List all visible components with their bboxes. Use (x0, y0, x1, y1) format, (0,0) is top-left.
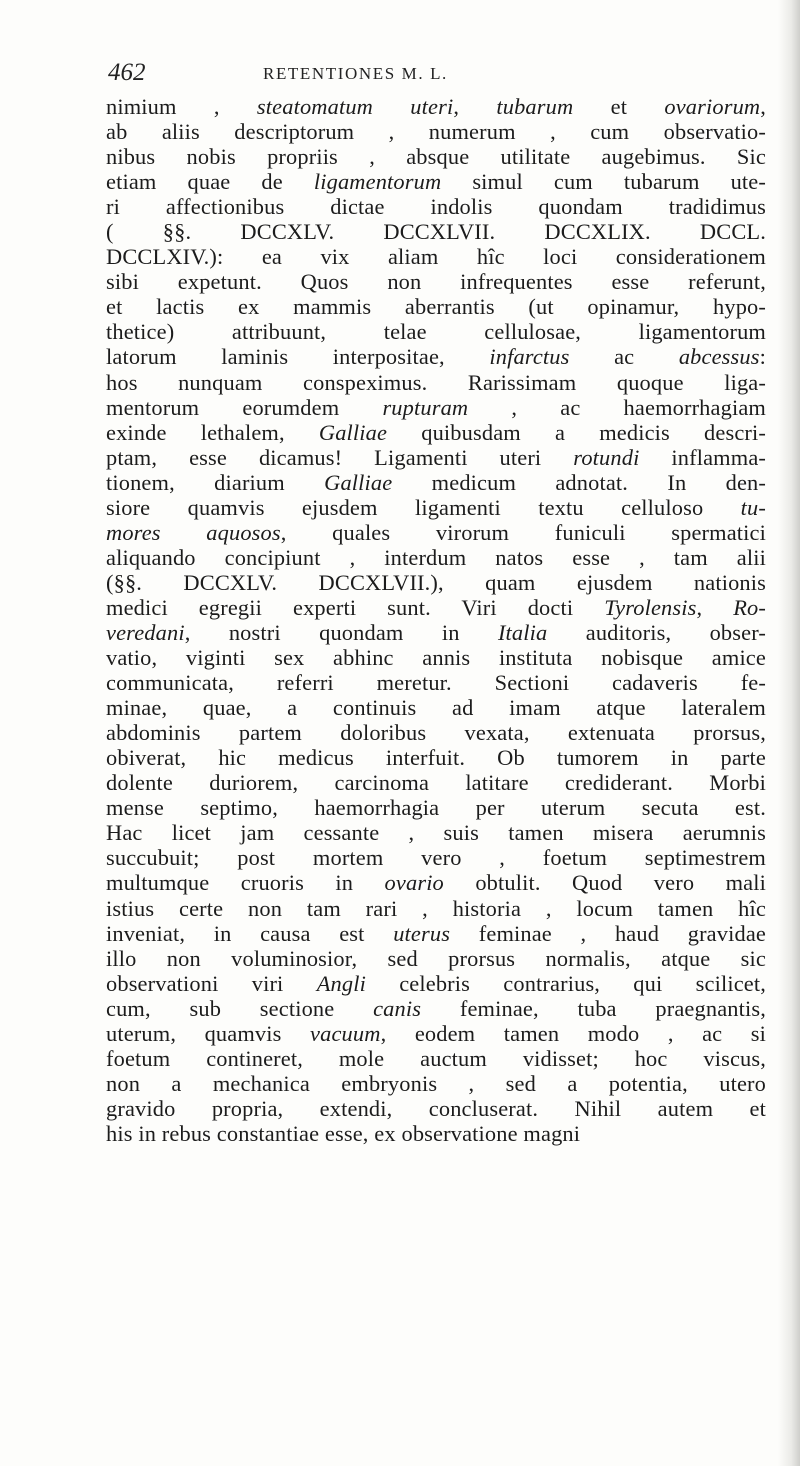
text-line (106, 595, 766, 620)
text-segment: etiam quae de (106, 169, 314, 195)
text-segment: vatio, viginti sex abhinc annis instituta nobisque amice (106, 645, 766, 671)
text-line (106, 695, 766, 720)
text-segment: (§§. DCCXLV. DCCXLVII.), quam ejusdem nationis (106, 569, 766, 595)
text-segment: nimium , (106, 94, 257, 119)
text-segment: ri affectionibus dictae indolis quondam tradidimus (106, 194, 766, 220)
italic-text: ovariorum (664, 94, 761, 119)
page-edge-shadow (778, 0, 800, 1466)
text-line (106, 1021, 766, 1046)
text-line (106, 820, 766, 845)
text-line (106, 896, 766, 921)
text-line (106, 870, 766, 895)
text-segment: sibi expetunt. Quos non infrequentes esse referunt, (106, 269, 766, 295)
text-segment: : (759, 344, 766, 370)
text-segment: uterum, quamvis (106, 1020, 311, 1046)
text-segment: multumque cruoris in (106, 870, 385, 896)
italic-text: tubarum (496, 94, 574, 119)
text-segment: siore quamvis ejusdem ligamenti textu celluloso (106, 494, 741, 520)
text-segment: istius certe non tam rari , historia , locum tamen hîc (106, 895, 766, 921)
text-line (106, 545, 766, 570)
text-line (106, 395, 766, 420)
text-line (106, 570, 766, 595)
text-segment: inveniat, in causa est (106, 920, 394, 946)
text-line (106, 971, 766, 996)
italic-text: tu- (740, 494, 766, 520)
text-line (106, 445, 766, 470)
text-segment: ac (569, 344, 679, 370)
text-line (106, 620, 766, 645)
text-line (106, 795, 766, 820)
text-line (106, 845, 766, 870)
italic-text: Galliae (318, 419, 388, 445)
text-segment: simul cum tubarum ute- (441, 169, 766, 195)
text-segment: feminae , haud gravidae (450, 920, 767, 946)
running-head: RETENTIONES M. L. (263, 64, 448, 83)
italic-text: Angli (316, 970, 366, 996)
italic-text: veredani (106, 619, 185, 645)
text-segment: mense septimo, haemorrhagia per uterum secuta est. (106, 795, 766, 821)
text-segment: gravido propria, extendi, concluserat. Nihil autem et (106, 1095, 766, 1121)
text-segment: observationi viri (106, 970, 317, 996)
page-header (108, 58, 708, 88)
text-segment: minae, quae, a continuis ad imam atque lateralem (106, 695, 766, 721)
text-line (106, 1071, 766, 1096)
text-segment: hos nunquam conspeximus. Rarissimam quoque liga- (106, 369, 766, 395)
text-segment: Hac licet jam cessante , suis tamen misera aerumnis (106, 820, 766, 846)
text-segment: medicum adnotat. In den- (392, 469, 766, 495)
text-segment: , (696, 594, 734, 620)
text-segment: , ac haemorrhagiam (468, 394, 766, 420)
text-segment: dolente duriorem, carcinoma latitare crediderant. Morbi (106, 770, 766, 796)
text-segment: ptam, esse dicamus! Ligamenti uteri (106, 444, 574, 470)
text-line (106, 770, 766, 795)
text-line (106, 946, 766, 971)
text-segment: abdominis partem doloribus vexata, extenuata prorsus, (106, 720, 766, 746)
text-segment: auditoris, obser- (547, 619, 766, 645)
text-segment: exinde lethalem, (106, 419, 319, 445)
text-segment: communicata, referri meretur. Sectioni cadaveris fe- (106, 670, 766, 696)
text-segment: non a mechanica embryonis , sed a potentia, utero (106, 1070, 766, 1096)
text-line (106, 294, 766, 319)
text-segment: medici egregii experti sunt. Viri docti (106, 594, 605, 620)
text-line (106, 420, 766, 445)
text-line (106, 720, 766, 745)
text-line (106, 921, 766, 946)
italic-text: rupturam (382, 394, 469, 420)
text-segment: latorum laminis interpositae, (106, 344, 490, 370)
text-segment: ( §§. DCCXLV. DCCXLVII. DCCXLIX. DCCL. (106, 219, 766, 245)
text-line (106, 495, 766, 520)
text-line (106, 1046, 766, 1071)
text-segment: , (453, 94, 497, 119)
italic-text: Italia (497, 619, 548, 645)
text-segment: obiverat, hic medicus interfuit. Ob tumorem in parte (106, 745, 766, 771)
text-line (106, 670, 766, 695)
text-line (106, 996, 766, 1021)
text-line (106, 1121, 766, 1146)
text-segment: illo non voluminosior, sed prorsus normalis, atque sic (106, 945, 766, 971)
italic-text: vacuum (310, 1020, 381, 1046)
text-line (106, 520, 766, 545)
italic-text: uterus (393, 920, 451, 946)
italic-text: rotundi (573, 444, 640, 470)
text-segment: succubuit; post mortem vero , foetum septimestrem (106, 845, 766, 871)
text-line (106, 1096, 766, 1121)
text-segment: et (573, 94, 665, 119)
text-segment: ab aliis descriptorum , numerum , cum observatio- (106, 119, 766, 145)
text-line (106, 370, 766, 395)
italic-text: mores aquosos (106, 519, 281, 545)
text-line (106, 219, 766, 244)
page-number: 462 (108, 59, 146, 86)
text-line (106, 144, 766, 169)
text-line (106, 119, 766, 144)
text-segment: aliquando concipiunt , interdum natos esse , tam alii (106, 544, 766, 570)
text-segment: foetum contineret, mole auctum vidisset; hoc viscus, (106, 1045, 766, 1071)
text-segment: quibusdam a medicis descri- (387, 419, 766, 445)
text-line (106, 470, 766, 495)
text-segment: obtulit. Quod vero mali (443, 870, 766, 896)
text-segment: , nostri quondam in (184, 619, 498, 645)
italic-text: ovario (384, 870, 444, 896)
text-line (106, 169, 766, 194)
italic-text: abcessus (678, 344, 760, 370)
italic-text: steatomatum uteri (256, 94, 454, 119)
text-line (106, 269, 766, 294)
text-line (106, 94, 766, 119)
text-segment: feminae, tuba praegnantis, (421, 995, 766, 1021)
text-segment: celebris contrarius, qui scilicet, (365, 970, 766, 996)
text-line (106, 244, 766, 269)
text-line (106, 194, 766, 219)
text-segment: cum, sub sectione (106, 995, 374, 1021)
text-segment: , quales virorum funiculi spermatici (280, 519, 766, 545)
body-text (106, 94, 766, 1146)
italic-text: canis (373, 995, 422, 1021)
text-segment: DCCLXIV.): ea vix aliam hîc loci considerationem (106, 244, 766, 270)
text-segment: his in rebus constantiae esse, ex observatione magni (106, 1120, 581, 1146)
text-segment: et lactis ex mammis aberrantis (ut opinamur, hypo- (106, 294, 766, 320)
italic-text: infarctus (489, 344, 570, 370)
italic-text: Galliae (324, 469, 393, 495)
text-line (106, 344, 766, 369)
text-segment: nibus nobis propriis , absque utilitate augebimus. Sic (106, 144, 766, 170)
text-segment: , (760, 94, 766, 119)
text-segment: inflamma- (639, 444, 767, 470)
italic-text: Ro- (733, 594, 766, 620)
text-line (106, 745, 766, 770)
text-segment: , eodem tamen modo , ac si (380, 1020, 766, 1046)
text-line (106, 645, 766, 670)
text-segment: thetice) attribuunt, telae cellulosae, ligamentorum (106, 319, 766, 345)
text-segment: tionem, diarium (106, 469, 325, 495)
italic-text: ligamentorum (313, 169, 442, 195)
text-line (106, 319, 766, 344)
italic-text: Tyrolensis (604, 594, 697, 620)
text-segment: mentorum eorumdem (106, 394, 383, 420)
